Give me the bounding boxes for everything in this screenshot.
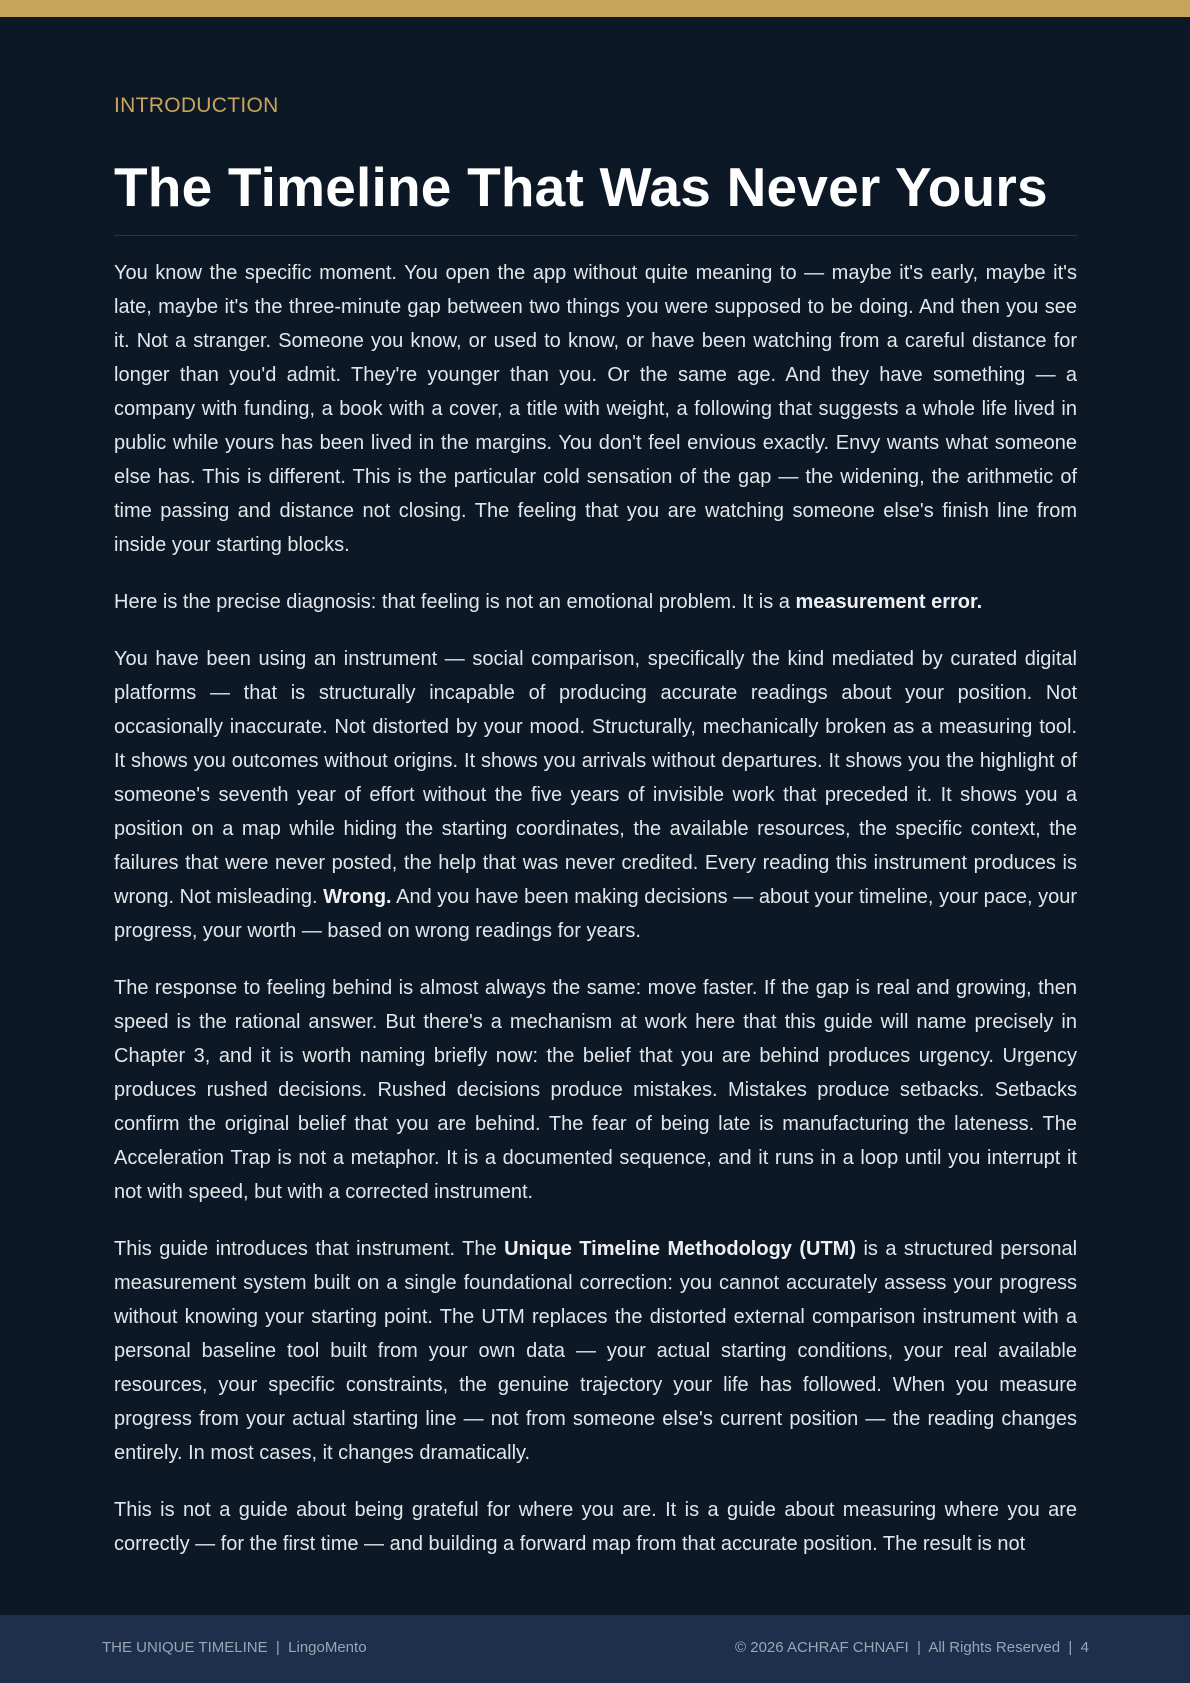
paragraph-5-emphasis: Unique Timeline Methodology (UTM): [504, 1238, 857, 1260]
paragraph-3-emphasis: Wrong.: [323, 886, 392, 908]
section-label: INTRODUCTION: [114, 94, 279, 117]
title-divider: [114, 235, 1077, 236]
page-title: The Timeline That Was Never Yours: [114, 156, 1048, 218]
paragraph-2-emphasis: measurement error.: [795, 591, 983, 613]
footer-right-text: © 2026 ACHRAF CHNAFI | All Rights Reserved | 4: [735, 1639, 1089, 1656]
paragraph-5-tail: is a structured personal measurement system built on a single foundational correction: you cannot accurately assess your progress without knowing your starting point. The UTM replaces the distorted external comparison instrument with a personal baseline tool built from your own data — your actual starting conditions, your real available resources, your specific constraints, the genuine trajectory your life has followed. When you measure progress from your actual starting line — not from someone else's current position — the reading changes entirely. In most cases, it changes dramatically.: [114, 1238, 1078, 1464]
paragraph-3: [114, 642, 1077, 948]
page-content: [114, 92, 1077, 1561]
paragraph-3-text: You have been using an instrument — social comparison, specifically the kind mediated by curated digital platforms — that is structurally incapable of producing accurate readings about your position. Not occasionally inaccurate. Not distorted by your mood. Structurally, mechanically broken as a measuring tool. It shows you outcomes without origins. It shows you arrivals without departures. It shows you the highlight of someone's seventh year of effort without the five years of invisible work that preceded it. It shows you a position on a map while hiding the starting coordinates, the available resources, the specific context, the failures that were never posted, the help that was never credited. Every reading this instrument produces is wrong. Not misleading.: [114, 648, 1077, 908]
paragraph-4: The response to feeling behind is almost always the same: move faster. If the gap is real and growing, then speed is the rational answer. But there's a mechanism at work here that this guide will name precisely in Chapter 3, and it is worth naming briefly now: the belief that you are behind produces urgency. Urgency produces rushed decisions. Rushed decisions produce mistakes. Mistakes produce setbacks. Setbacks confirm the original belief that you are behind. The fear of being late is manufacturing the lateness. The Acceleration Trap is not a metaphor. It is a documented sequence, and it runs in a loop until you interrupt it not with speed, but with a corrected instrument.: [114, 977, 1077, 1203]
paragraph-2: [114, 585, 1077, 619]
paragraph-2-text: Here is the precise diagnosis: that feeling is not an emotional problem. It is a: [114, 591, 796, 613]
paragraph-3-tail: And you have been making decisions — about your timeline, your pace, your progress, your worth — based on wrong readings for years.: [114, 886, 1078, 942]
paragraph-6: This is not a guide about being grateful for where you are. It is a guide about measuring where you are correctly — for the first time — and building a forward map from that accurate position. The result is not: [114, 1499, 1077, 1555]
paragraph-1: You know the specific moment. You open the app without quite meaning to — maybe it's early, maybe it's late, maybe it's the three-minute gap between two things you were supposed to be doing. And then you see it. Not a stranger. Someone you know, or used to know, or have been watching from a careful distance for longer than you'd admit. They're younger than you. Or the same age. And they have something — a company with funding, a book with a cover, a title with weight, a following that suggests a whole life lived in public while yours has been lived in the margins. You don't feel envious exactly. Envy wants what someone else has. This is different. This is the particular cold sensation of the gap — the widening, the arithmetic of time passing and distance not closing. The feeling that you are watching someone else's finish line from inside your starting blocks.: [114, 262, 1077, 556]
top-accent-bar: [0, 0, 1190, 17]
page-footer: [0, 1615, 1190, 1683]
paragraph-5: [114, 1232, 1077, 1470]
footer-left-text: THE UNIQUE TIMELINE | LingoMento: [102, 1639, 367, 1656]
paragraph-5-text: This guide introduces that instrument. The: [114, 1238, 505, 1260]
